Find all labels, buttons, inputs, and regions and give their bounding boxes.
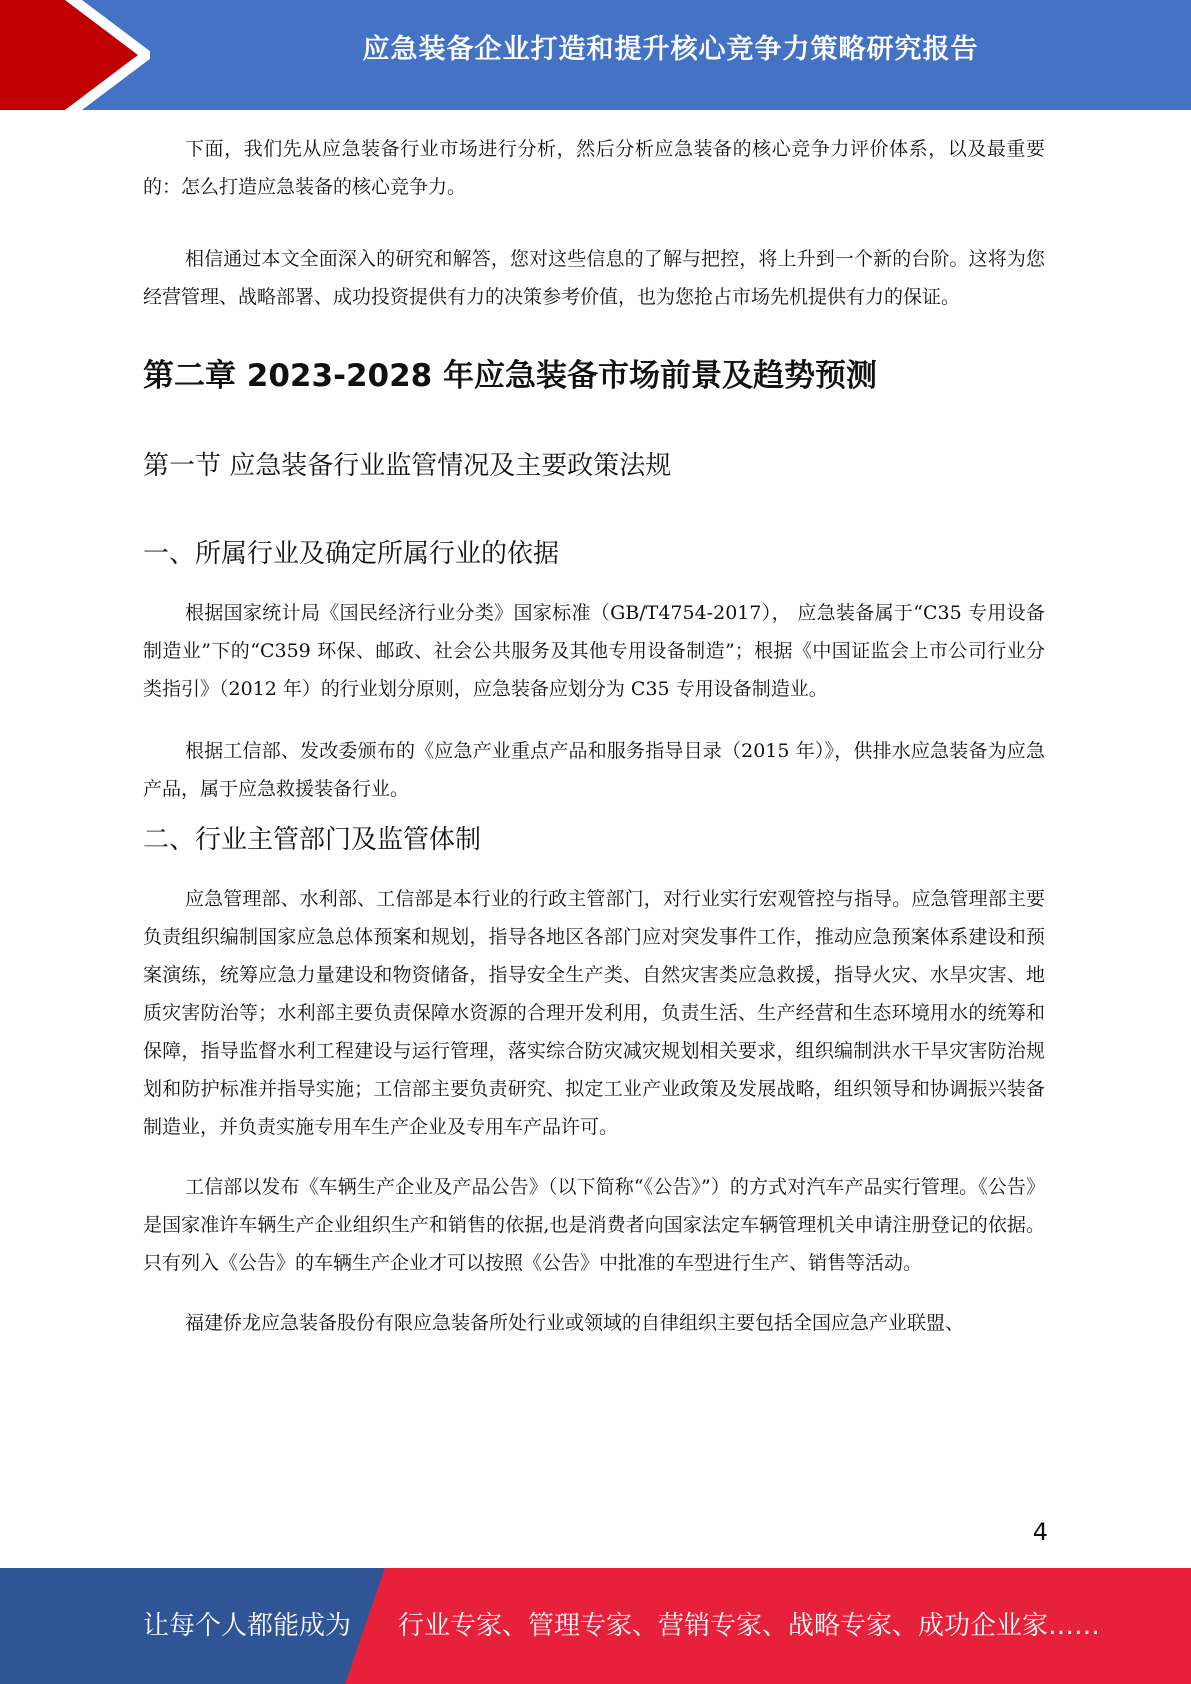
- footer-slogan-right: 行业专家、管理专家、营销专家、战略专家、成功企业家……: [398, 1611, 1101, 1641]
- paragraph-regulators: 应急管理部、水利部、工信部是本行业的行政主管部门，对行业实行宏观管控与指导。应急管理部主要负责组织编制国家应急总体预案和规划，指导各地区各部门应对突发事件工作，推动应急预案体系建设和预案演练，统筹应急力量建设和物资储备，指导安全生产类、自然灾害类应急救援，指导火灾、水旱灾害、地质灾害防治等；水利部主要负责保障水资源的合理开发利用，负责生活、生产经营和生态环境用水的统筹和保障，指导监督水利工程建设与运行管理，落实综合防灾减灾规划相关要求，组织编制洪水干旱灾害防治规划和防护标准并指导实施；工信部主要负责研究、拟定工业产业政策及发展战略，组织领导和协调振兴装备制造业，并负责实施专用车生产企业及专用车产品许可。: [143, 888, 1045, 1138]
- paragraph-catalog: 根据工信部、发改委颁布的《应急产业重点产品和服务指导目录（2015 年）》，供排水应急装备为应急产品，属于应急救援装备行业。: [143, 740, 1045, 800]
- page-footer: [0, 1568, 1191, 1684]
- paragraph-self-regulation: 福建侨龙应急装备股份有限应急装备所处行业或领域的自律组织主要包括全国应急产业联盟、: [185, 1312, 965, 1334]
- page-number: 4: [1032, 1518, 1048, 1546]
- subsection-title-1: 一、所属行业及确定所属行业的依据: [143, 539, 560, 569]
- page-header: [0, 0, 1191, 110]
- paragraph-announcement: 工信部以发布《车辆生产企业及产品公告》（以下简称“《公告》”）的方式对汽车产品实行管理。《公告》是国家准许车辆生产企业组织生产和销售的依据,也是消费者向国家法定车辆管理机关申请注册登记的依据。只有列入《公告》的车辆生产企业才可以按照《公告》中批准的车型进行生产、销售等活动。: [143, 1176, 1045, 1274]
- section-title: 第一节 应急装备行业监管情况及主要政策法规: [143, 451, 672, 481]
- subsection-title-2: 二、行业主管部门及监管体制: [143, 825, 482, 855]
- document-body: [143, 130, 1045, 1342]
- paragraph-classification: 根据国家统计局《国民经济行业分类》国家标准（GB/T4754-2017）， 应急装备属于“C35 专用设备制造业”下的“C359 环保、邮政、社会公共服务及其他专用设备制造”；根据《中国证监会上市公司行业分类指引》（2012 年）的行业划分原则，应急装备应划分为 C35 专用设备制造业。: [143, 602, 1045, 700]
- header-title: 应急装备企业打造和提升核心竞争力策略研究报告: [362, 34, 979, 65]
- header-chevron-icon: [0, 0, 150, 110]
- chapter-title: 第二章 2023-2028 年应急装备市场前景及趋势预测: [143, 358, 878, 394]
- intro-paragraph-2: 相信通过本文全面深入的研究和解答，您对这些信息的了解与把控，将上升到一个新的台阶。这将为您经营管理、战略部署、成功投资提供有力的决策参考价值，也为您抢占市场先机提供有力的保证。: [143, 248, 1045, 308]
- intro-paragraph-1: 下面，我们先从应急装备行业市场进行分析，然后分析应急装备的核心竞争力评价体系，以及最重要的：怎么打造应急装备的核心竞争力。: [143, 138, 1045, 198]
- footer-slogan-left: 让每个人都能成为: [143, 1611, 352, 1641]
